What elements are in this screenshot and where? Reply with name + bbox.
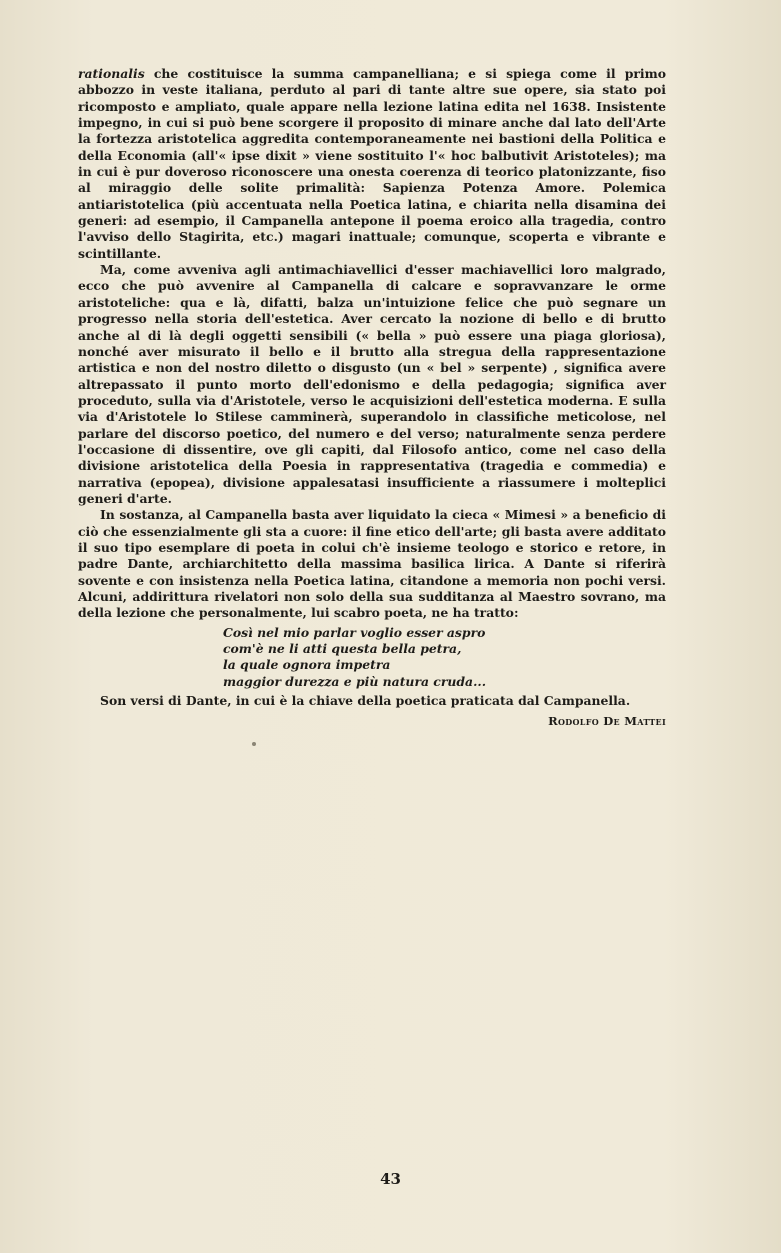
verse-line: com'è ne li atti questa bella petra, — [223, 641, 462, 657]
paragraph-2: Ma, come avveniva agli antimachiavellici d'esser machiavellici loro malgrado, ecco che può avvenire al Campanella di calcare e sopravvanzare le orme aristoteliche: qua e là, difatti, balza un'intuizione felice che può segnare un progresso nella storia dell'estetica. Aver cercato la nozione di bello e di brutto anche al di là degli oggetti sensibili (« bella » può essere una piaga gloriosa), nonché aver misurato il bello e il brutto alla stregua della rappresentazione artistica e non del nostro diletto o disgusto (un « bel » serpente) , significa avere altrepassato il punto morto dell'edonismo e della pedagogia; significa aver proceduto, sulla via d'Aristotele, verso le acquisizioni dell'estetica moderna. E sulla via d'Aristotele lo Stilese camminerà, superandolo in classifiche meticolose, nel parlare del discorso poetico, del numero e del verso; naturalmente senza perdere l'occasione di dissentire, ove gli capiti, dal Filosofo antico, come nel caso della divisione aristotelica della Poesia in rappresentativa (tragedia e commedia) e narrativa (epopea), divisione appalesatasi insufficiente a riassumere i molteplici generi d'arte. — [78, 262, 666, 506]
paper-speck — [252, 742, 256, 746]
dante-verses — [223, 625, 666, 690]
body-text — [78, 66, 666, 730]
verse-line: maggior durezza e più natura cruda... — [223, 673, 487, 689]
lead-italic-word: rationalis — [78, 66, 145, 81]
paragraph-3: In sostanza, al Campanella basta aver liquidato la cieca « Mimesi » a beneficio di ciò che essenzialmente gli sta a cuore: il fine etico dell'arte; gli basta avere additato il suo tipo esemplare di poeta in colui ch'è insieme teologo e storico e retore, in padre Dante, archiarchitetto della massima basilica lirica. A Dante si riferirà sovente e con insistenza nella Poetica latina, citandone a memoria non pochi versi. Alcuni, addirittura rivelatori non solo della sua sudditanza al Maestro sovrano, ma della lezione che personalmente, lui scabro poeta, ne ha tratto: — [78, 507, 666, 621]
verse-line: la quale ognora impetra — [223, 657, 391, 673]
paragraph-1 — [78, 66, 666, 262]
author-signature: Rodolfo De Mattei — [548, 714, 666, 729]
verse-line: Così nel mio parlar voglio esser aspro — [223, 624, 486, 640]
page-number: 43 — [380, 1170, 401, 1188]
paragraph-1-text: che costituisce la summa campanelliana; e si spiega come il primo abbozzo in veste italiana, perduto al pari di tante altre sue opere, sia stato poi ricomposto e ampliato, quale appare nella lezione latina edita nel 1638. Insistente impegno, in cui si può bene scorgere il proposito di minare anche dal lato dell'Arte la fortezza aristotelica aggredita contemporaneamente nei bastioni della Politica e della Economia (all'« ipse dixit » viene sostituito l'« hoc balbutivit Aristoteles); ma in cui è pur doveroso riconoscere una onesta coerenza di teorico platonizzante, fiso al miraggio delle solite primalità: Sapienza Potenza Amore. Polemica antiaristotelica (più accentuata nella Poetica latina, e chiarita nella disamina dei generi: ad esempio, il Campanella antepone il poema eroico alla tragedia, contro l'avviso dello Stagirita, etc.) magari inattuale; comunque, scoperta e vibrante e scintillante. — [78, 66, 666, 261]
closing-line: Son versi di Dante, in cui è la chiave della poetica praticata dal Campanella. — [100, 693, 631, 709]
